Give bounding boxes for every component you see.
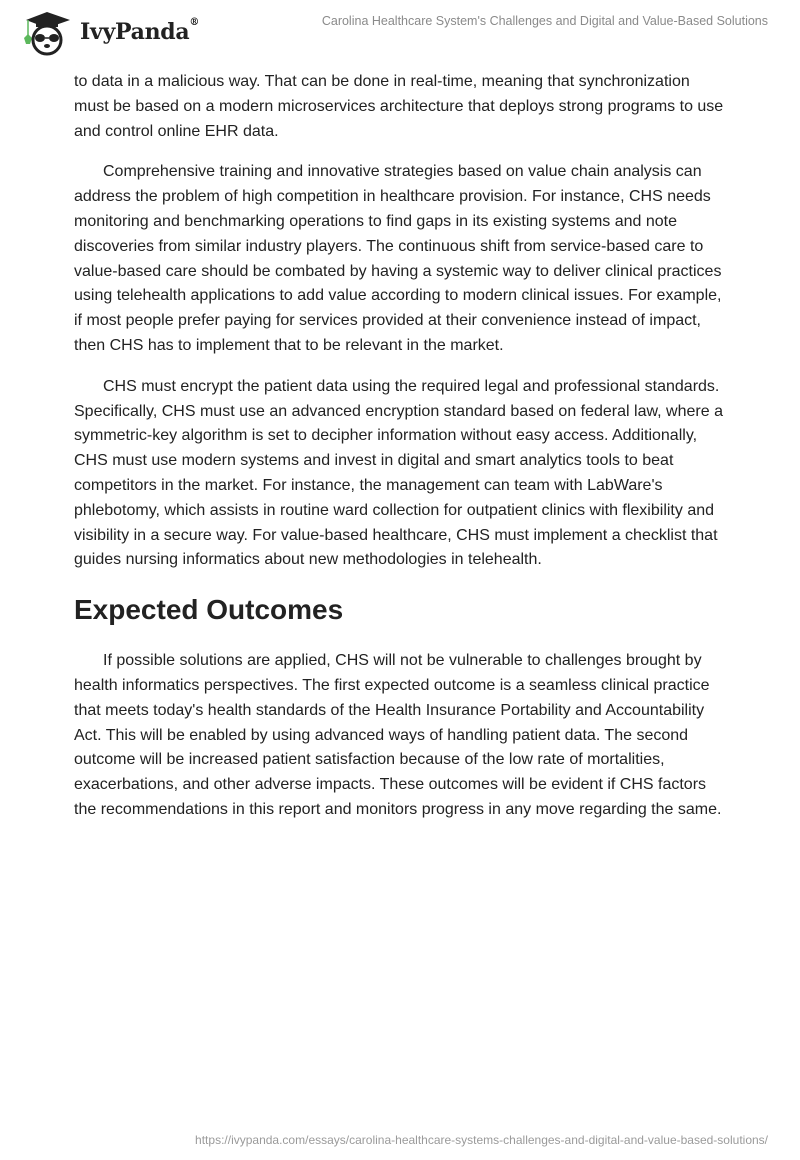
panda-graduate-icon (18, 8, 76, 56)
document-title: Carolina Healthcare System's Challenges and Digital and Value-Based Solutions (321, 14, 768, 28)
paragraph: CHS must encrypt the patient data using the required legal and professional standards. Specifically, CHS must use an advanced encryption standard based on federal law, where a symmetric-key algorithm is set to decipher information without easy access. Additionally, CHS must use modern systems and invest in digital and smart analytics tools to beat competitors in the market. For instance, the management can team with LabWare's phlebotomy, which assists in routine ward collection for outpatient clinics with flexibility and visibility in a secure way. For value-based healthcare, CHS must implement a checklist that guides nursing informatics about new methodologies in telehealth. (74, 377, 723, 569)
paragraph: Comprehensive training and innovative strategies based on value chain analysis can address the problem of high competition in healthcare provision. For instance, CHS needs monitoring and benchmarking operations to find gaps in its existing systems and note discoveries from similar industry players. The continuous shift from service-based care to value-based care should be combated by having a systemic way to deliver clinical practices using telehealth applications to add value according to modern clinical issues. For example, if most people prefer paying for services provided at their convenience instead of impact, then CHS has to implement that to be relevant in the market. (74, 163, 722, 354)
ivypanda-logo[interactable] (18, 8, 199, 56)
page-header (0, 0, 800, 60)
source-url[interactable]: https://ivypanda.com/essays/carolina-healthcare-systems-challenges-and-digital-and-value-based-solutions/ (195, 1133, 768, 1147)
logo-wordmark: IvyPanda® (80, 17, 200, 45)
section-heading: Expected Outcomes (74, 594, 344, 626)
essay-body (74, 70, 726, 839)
paragraph: to data in a malicious way. That can be done in real-time, meaning that synchronization must be based on a modern microservices architecture that deploys strong programs to use and control online EHR data. (74, 73, 724, 140)
paragraph: If possible solutions are applied, CHS will not be vulnerable to challenges brought by health informatics perspectives. The first expected outcome is a seamless clinical practice that meets today's health standards of the Health Insurance Portability and Accountability Act. This will be enabled by using advanced ways of handling patient data. The second outcome will be increased patient satisfaction because of the low rate of mortalities, exacerbations, and other adverse impacts. These outcomes will be evident if CHS factors the recommendations in this report and monitors progress in any move regarding the same. (74, 652, 722, 818)
